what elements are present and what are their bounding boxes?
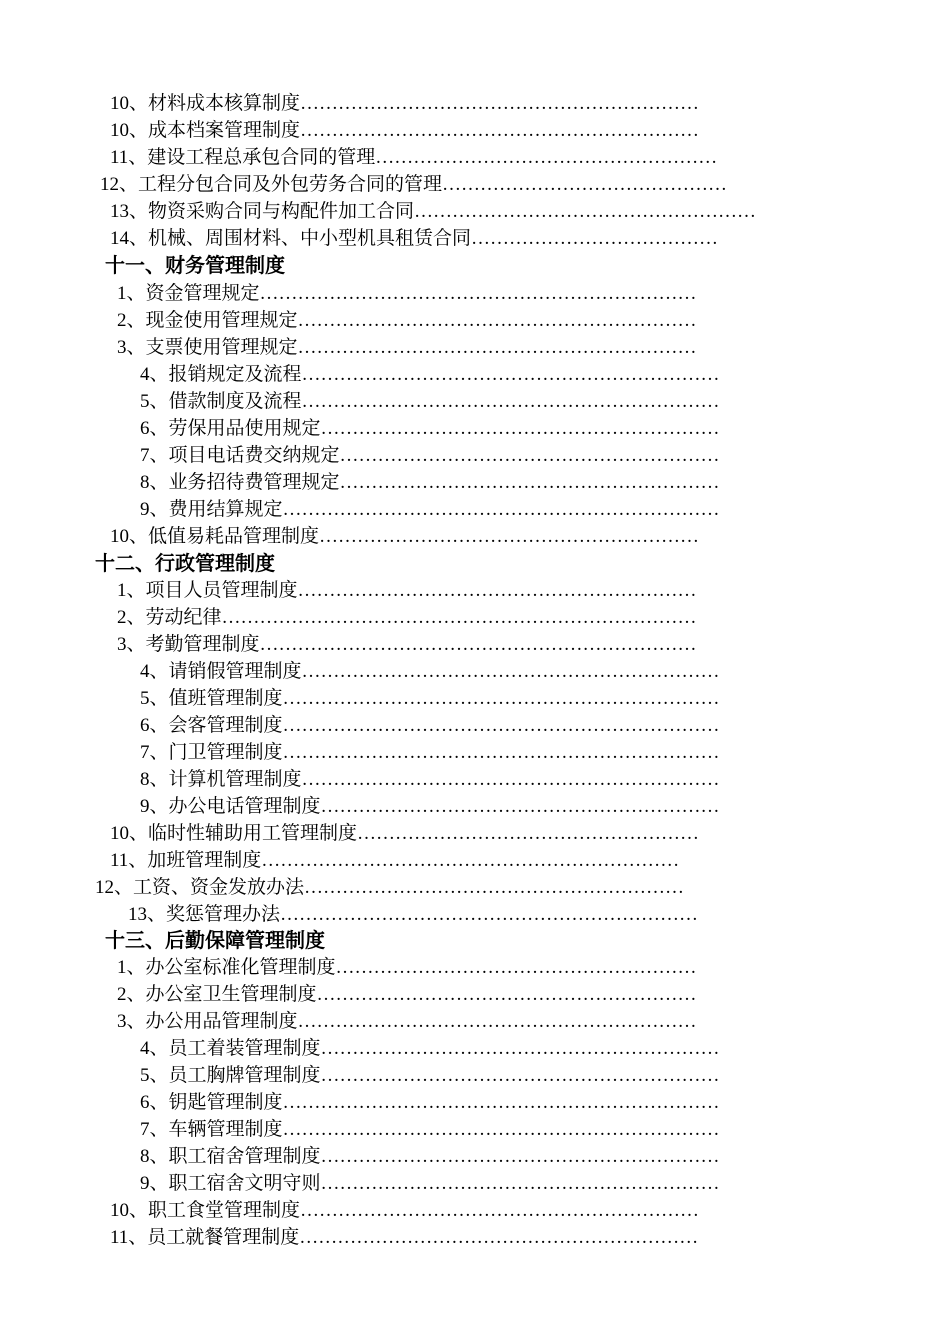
toc-item: [140, 415, 778, 442]
toc-item-text: 11、建设工程总承包合同的管理: [110, 147, 376, 168]
toc-leader: …………………………………………………………: [301, 661, 720, 682]
section-heading-text: 十二、行政管理制度: [95, 553, 275, 575]
toc-leader: ………………………………………………: [375, 147, 718, 168]
toc-leader: ………………………………………………………: [299, 1227, 699, 1248]
toc-item-text: 10、职工食堂管理制度: [110, 1200, 301, 1221]
toc-item: [110, 225, 760, 252]
toc-item: [117, 631, 757, 658]
toc-item-text: 6、会客管理制度: [140, 715, 283, 736]
toc-item: [117, 280, 757, 307]
toc-item-text: 14、机械、周围材料、中小型机具租赁合同: [110, 228, 472, 249]
toc-leader: …………………………………………………………: [301, 364, 720, 385]
toc-leader: ………………………………………………………: [320, 796, 720, 817]
toc-item-text: 5、借款制度及流程: [140, 391, 302, 412]
toc-item: [128, 901, 778, 928]
toc-item-text: 3、考勤管理制度: [117, 634, 260, 655]
toc-item-text: 1、项目人员管理制度: [117, 580, 298, 601]
toc-item: [140, 1035, 778, 1062]
toc-item-text: 4、请销假管理制度: [140, 661, 302, 682]
toc-leader: ………………………………………………………: [297, 580, 697, 601]
toc-leader: ……………………………………………………………: [282, 1119, 720, 1140]
toc-item-text: 5、值班管理制度: [140, 688, 283, 709]
toc-item-text: 13、物资采购合同与构配件加工合同: [110, 201, 415, 222]
toc-item-text: 7、车辆管理制度: [140, 1119, 283, 1140]
toc-leader: ………………………………………………………: [320, 1146, 720, 1167]
toc-item: [140, 766, 778, 793]
toc-leader: ……………………………………………………………: [282, 1092, 720, 1113]
toc-item-text: 1、办公室标准化管理制度: [117, 957, 336, 978]
toc-item-text: 11、加班管理制度: [110, 850, 262, 871]
toc-item: [95, 874, 745, 901]
section-heading-text: 十一、财务管理制度: [105, 255, 285, 277]
toc-item: [100, 171, 750, 198]
toc-item: [140, 469, 778, 496]
toc-item-text: 2、办公室卫生管理制度: [117, 984, 317, 1005]
toc-leader: ………………………………………………………: [320, 418, 720, 439]
toc-item-text: 5、员工胸牌管理制度: [140, 1065, 321, 1086]
toc-item-text: 7、门卫管理制度: [140, 742, 283, 763]
toc-item: [140, 496, 778, 523]
toc-leader: ……………………………………………………………: [282, 499, 720, 520]
toc-item-text: 8、职工宿舍管理制度: [140, 1146, 321, 1167]
section-heading: [95, 551, 745, 578]
toc-item-text: 1、资金管理规定: [117, 283, 260, 304]
toc-item: [140, 685, 758, 712]
toc-leader: ………………………………………………………: [300, 1200, 700, 1221]
toc-leader: …………………………………………………………………: [221, 607, 697, 628]
toc-item: [140, 361, 778, 388]
toc-leader: ………………………………………………: [357, 823, 700, 844]
toc-item-text: 4、报销规定及流程: [140, 364, 302, 385]
section-heading-text: 十三、后勤保障管理制度: [105, 930, 325, 952]
toc-item: [117, 1008, 757, 1035]
toc-leader: …………………………………: [471, 228, 719, 249]
toc-item: [140, 1089, 778, 1116]
toc-item: [117, 604, 757, 631]
toc-leader: …………………………………………………………: [301, 769, 720, 790]
toc-item-text: 4、员工着装管理制度: [140, 1038, 321, 1059]
toc-leader: ……………………………………………………: [339, 472, 720, 493]
toc-item: [117, 577, 757, 604]
toc-leader: ……………………………………………………………: [282, 715, 720, 736]
toc-item-text: 9、办公电话管理制度: [140, 796, 321, 817]
toc-leader: …………………………………………………………: [280, 904, 699, 925]
toc-item: [140, 712, 778, 739]
toc-item-text: 3、办公用品管理制度: [117, 1011, 298, 1032]
toc-item: [117, 334, 757, 361]
toc-leader: ………………………………………………………: [297, 310, 697, 331]
toc-item-text: 8、业务招待费管理规定: [140, 472, 340, 493]
toc-leader: ………………………………………………………: [320, 1038, 720, 1059]
toc-item: [140, 442, 778, 469]
toc-item-text: 8、计算机管理制度: [140, 769, 302, 790]
toc-item: [140, 388, 778, 415]
toc-item: [140, 793, 778, 820]
toc-item: [110, 117, 760, 144]
toc-item: [117, 981, 757, 1008]
toc-item-text: 10、低值易耗品管理制度: [110, 526, 320, 547]
toc-leader: ………………………………………………………: [300, 93, 700, 114]
toc-item: [110, 523, 760, 550]
toc-leader: ……………………………………………………………: [259, 634, 697, 655]
toc-item: [110, 198, 760, 225]
toc-leader: ……………………………………………………: [319, 526, 700, 547]
toc-item: [140, 1143, 778, 1170]
toc-item-text: 11、员工就餐管理制度: [110, 1227, 300, 1248]
toc-leader: …………………………………………………: [335, 957, 697, 978]
toc-item: [140, 739, 778, 766]
toc-leader: ………………………………………………………: [320, 1065, 720, 1086]
toc-item: [117, 307, 757, 334]
toc-item: [110, 90, 760, 117]
toc-item-text: 10、成本档案管理制度: [110, 120, 301, 141]
toc-item-text: 6、钥匙管理制度: [140, 1092, 283, 1113]
toc-leader: ………………………………………………………: [297, 1011, 697, 1032]
toc-leader: ………………………………………………………: [297, 337, 697, 358]
toc-item-text: 2、劳动纪律: [117, 607, 222, 628]
toc-leader: ……………………………………………………………: [259, 283, 697, 304]
toc-item-text: 13、奖惩管理办法: [128, 904, 281, 925]
toc-item: [140, 1062, 778, 1089]
toc-leader: ……………………………………………………: [304, 877, 685, 898]
toc-leader: ………………………………………………: [414, 201, 757, 222]
toc-item: [110, 820, 760, 847]
toc-item-text: 3、支票使用管理规定: [117, 337, 298, 358]
toc-leader: …………………………………………………………: [301, 391, 720, 412]
toc-item-text: 2、现金使用管理规定: [117, 310, 298, 331]
toc-item-text: 7、项目电话费交纳规定: [140, 445, 340, 466]
toc-item: [140, 1116, 778, 1143]
toc-item: [110, 1224, 760, 1251]
toc-item-text: 12、工程分包合同及外包劳务合同的管理: [100, 174, 443, 195]
toc-leader: …………………………………………………………: [261, 850, 680, 871]
toc-item: [110, 144, 760, 171]
toc-leader: ……………………………………………………………: [282, 742, 720, 763]
toc-leader: ……………………………………………………: [316, 984, 697, 1005]
toc-item: [140, 658, 778, 685]
toc-item-text: 9、职工宿舍文明守则: [140, 1173, 321, 1194]
toc-item-text: 10、临时性辅助用工管理制度: [110, 823, 358, 844]
toc-item-text: 9、费用结算规定: [140, 499, 283, 520]
toc-leader: ……………………………………………………………: [282, 688, 720, 709]
toc-leader: ………………………………………: [442, 174, 728, 195]
toc-item: [110, 847, 760, 874]
toc-item-text: 6、劳保用品使用规定: [140, 418, 321, 439]
toc-item-text: 12、工资、资金发放办法: [95, 877, 305, 898]
toc-item: [110, 1197, 760, 1224]
toc-item-text: 10、材料成本核算制度: [110, 93, 301, 114]
toc-leader: ………………………………………………………: [320, 1173, 720, 1194]
toc-item: [140, 1170, 778, 1197]
toc-leader: ………………………………………………………: [300, 120, 700, 141]
section-heading: [105, 253, 755, 280]
section-heading: [105, 928, 755, 955]
toc-leader: ……………………………………………………: [339, 445, 720, 466]
toc-item: [117, 954, 757, 981]
